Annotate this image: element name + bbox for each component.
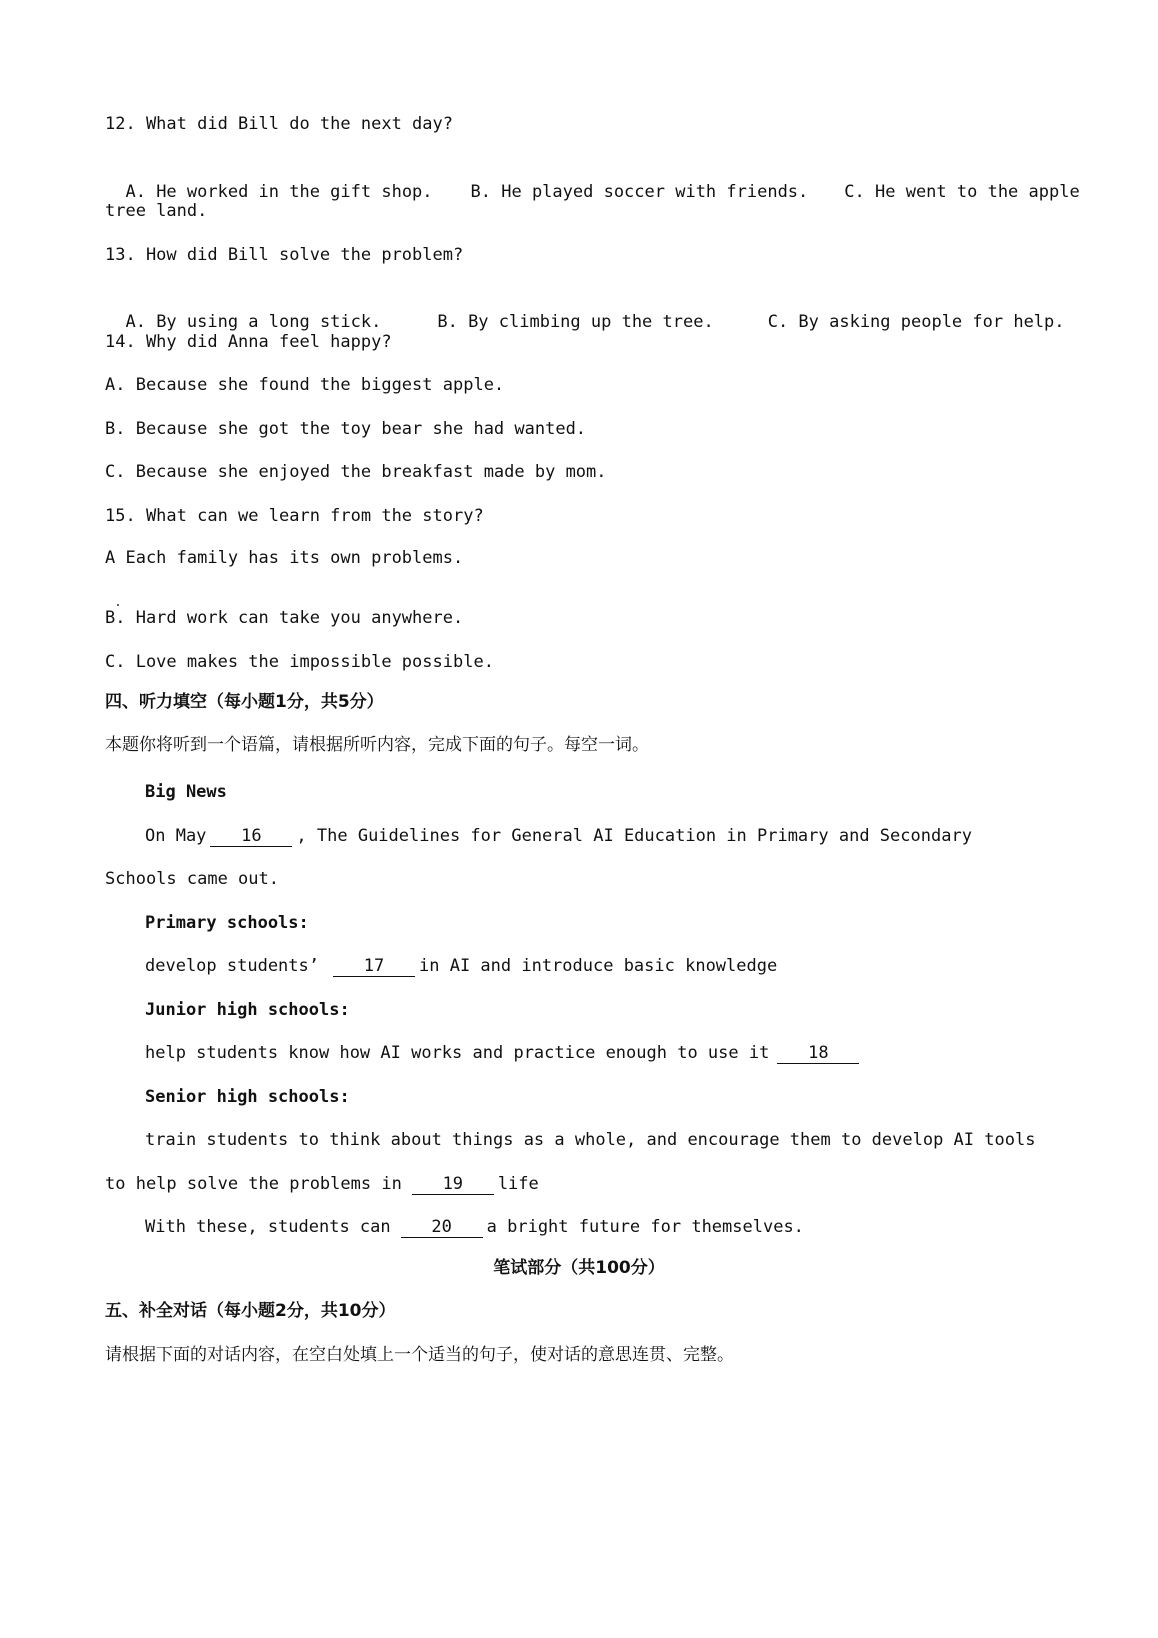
- q13-option-c: C. By asking people for help.: [767, 312, 1065, 332]
- primary-schools-label: Primary schools:: [145, 913, 309, 933]
- passage-title: Big News: [145, 782, 227, 802]
- question-15: 15. What can we learn from the story?: [105, 506, 484, 526]
- q12-option-a: A. He worked in the gift shop.: [125, 182, 433, 202]
- question-13-options: [105, 286, 1098, 334]
- senior-schools-line-continued: to help solve the problems in 19 life: [105, 1174, 539, 1194]
- q12-option-c-continued: tree land.: [105, 201, 208, 221]
- section-5-instruction: 请根据下面的对话内容，在空白处填上一个适当的句子，使对话的意思连贯、完整。: [105, 1345, 734, 1365]
- q15-option-b: B. Hard work can take you anywhere.: [105, 608, 464, 628]
- question-13: 13. How did Bill solve the problem?: [105, 245, 464, 265]
- q14-option-c: C. Because she enjoyed the breakfast made by mom.: [105, 462, 607, 482]
- q12-option-b: B. He played soccer with friends.: [470, 182, 809, 202]
- section-5-heading: 五、补全对话（每小题2分，共10分）: [105, 1301, 396, 1321]
- blank-18: 18: [777, 1043, 859, 1064]
- passage-final-line: With these, students can 20 a bright future for themselves.: [145, 1217, 804, 1237]
- q14-option-b: B. Because she got the toy bear she had wanted.: [105, 419, 587, 439]
- written-part-heading: 笔试部分（共100分）: [493, 1258, 665, 1278]
- senior-schools-line: train students to think about things as a whole, and encourage them to develop AI tools: [145, 1130, 1036, 1150]
- blank-20: 20: [401, 1217, 483, 1238]
- section-4-instruction: 本题你将听到一个语篇，请根据所听内容，完成下面的句子。每空一词。: [105, 735, 649, 755]
- question-12: 12. What did Bill do the next day?: [105, 114, 453, 134]
- q15-option-a: A Each family has its own problems.: [105, 548, 464, 568]
- q13-option-b: B. By climbing up the tree.: [437, 312, 714, 332]
- senior-schools-label: Senior high schools:: [145, 1087, 350, 1107]
- junior-schools-line: help students know how AI works and practice enough to use it 18: [145, 1041, 1098, 1065]
- blank-16: 16: [210, 826, 292, 847]
- section-4-heading: 四、听力填空（每小题1分，共5分）: [105, 692, 384, 712]
- q13-option-a: A. By using a long stick.: [125, 312, 382, 332]
- q15-option-c: C. Love makes the impossible possible.: [105, 652, 494, 672]
- q14-option-a: A. Because she found the biggest apple.: [105, 375, 505, 395]
- question-12-options: [105, 156, 1098, 204]
- junior-schools-label: Junior high schools:: [145, 1000, 350, 1020]
- passage-line-1: On May 16 , The Guidelines for General AI Education in Primary and Secondary: [145, 826, 972, 846]
- blank-17: 17: [333, 956, 415, 977]
- primary-schools-line: develop students’ 17 in AI and introduce basic knowledge: [145, 956, 778, 976]
- passage-line-1-continued: Schools came out.: [105, 869, 279, 889]
- question-14: 14. Why did Anna feel happy?: [105, 332, 392, 352]
- blank-19: 19: [412, 1174, 494, 1195]
- q12-option-c: C. He went to the apple: [844, 182, 1080, 202]
